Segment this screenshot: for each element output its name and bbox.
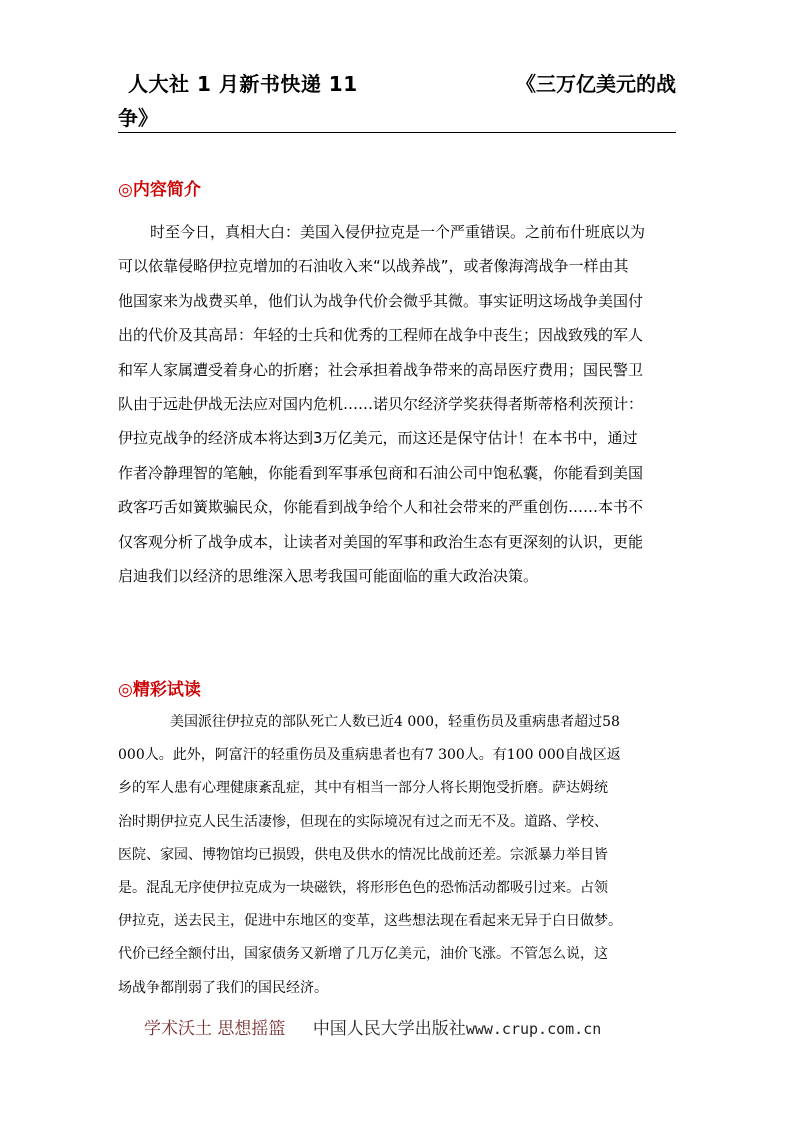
excerpt-line: 000人。此外，阿富汗的轻重伤员及重病患者也有7 300人。有100 000自战区返: [118, 747, 621, 764]
excerpt-line: 伊拉克，送去民主，促进中东地区的变革，这些想法现在看起来无异于白日做梦。: [118, 913, 622, 930]
excerpt-line: 是。混乱无序使伊拉克成为一块磁铁，将形形色色的恐怖活动都吸引过来。占领: [118, 879, 608, 896]
header-book-title: 《三万亿美元的战: [516, 72, 676, 96]
footer-publisher: 中国人民大学出版社: [312, 1019, 466, 1039]
intro-line: 仅客观分析了战争成本，让读者对美国的军事和政治生态有更深刻的认识，更能: [118, 532, 644, 551]
intro-line: 出的代价及其高昂：年轻的士兵和优秀的工程师在战争中丧生；因战致残的军人: [118, 326, 644, 345]
excerpt-line: 医院、家园、博物馆均已损毁，供电及供水的情况比战前还差。宗派暴力举目皆: [118, 846, 608, 863]
intro-paragraph: [118, 215, 678, 593]
page-footer: [144, 1014, 601, 1039]
excerpt-line: 代价已经全额付出，国家债务又新增了几万亿美元，油价飞涨。不管怎么说，这: [118, 946, 608, 963]
intro-line: 启迪我们以经济的思维深入思考我国可能面临的重大政治决策。: [118, 566, 539, 585]
intro-line: 和军人家属遭受着身心的折磨；社会承担着战争带来的高昂医疗费用；国民警卫: [118, 360, 644, 379]
excerpt-line: 美国派往伊拉克的部队死亡人数已近4 000，轻重伤员及重病患者超过58: [170, 714, 620, 730]
footer-url: www.crup.com.cn: [465, 1020, 602, 1038]
intro-line: 时至今日，真相大白：美国入侵伊拉克是一个严重错误。之前布什班底以为: [150, 223, 646, 241]
intro-line: 可以依靠侵略伊拉克增加的石油收入来“以战养战”，或者像海湾战争一样由其: [118, 257, 629, 276]
intro-line: 伊拉克战争的经济成本将达到3万亿美元，而这还是保守估计！在本书中，通过: [118, 429, 638, 448]
intro-section-title: ◎内容简介: [118, 180, 201, 200]
header-book-title-continued: 争》: [118, 106, 158, 130]
excerpt-line: 治时期伊拉克人民生活凄惨，但现在的实际境况有过之而无不及。道路、学校、: [118, 813, 608, 830]
intro-line: 作者冷静理智的笔触，你能看到军事承包商和石油公司中饱私囊，你能看到美国: [118, 463, 644, 482]
excerpt-line: 乡的军人患有心理健康紊乱症，其中有相当一部分人将长期饱受折磨。萨达姆统: [118, 780, 608, 797]
intro-line: 政客巧舌如簧欺骗民众，你能看到战争给个人和社会带来的严重创伤……本书不: [118, 498, 644, 517]
excerpt-line: 场战争都削弱了我们的国民经济。: [118, 979, 328, 996]
footer-slogan: 学术沃土 思想摇篮: [144, 1019, 286, 1039]
intro-line: 队由于远赴伊战无法应对国内危机……诺贝尔经济学奖获得者斯蒂格利茨预计：: [118, 394, 644, 413]
header-series-title: 人大社 1 月新书快递 11: [128, 72, 358, 96]
page-header: [118, 64, 676, 133]
intro-line: 他国家来为战费买单，他们认为战争代价会微乎其微。事实证明这场战争美国付: [118, 291, 644, 310]
excerpt-section-title: ◎精彩试读: [118, 680, 201, 700]
excerpt-paragraph: [118, 706, 678, 1005]
